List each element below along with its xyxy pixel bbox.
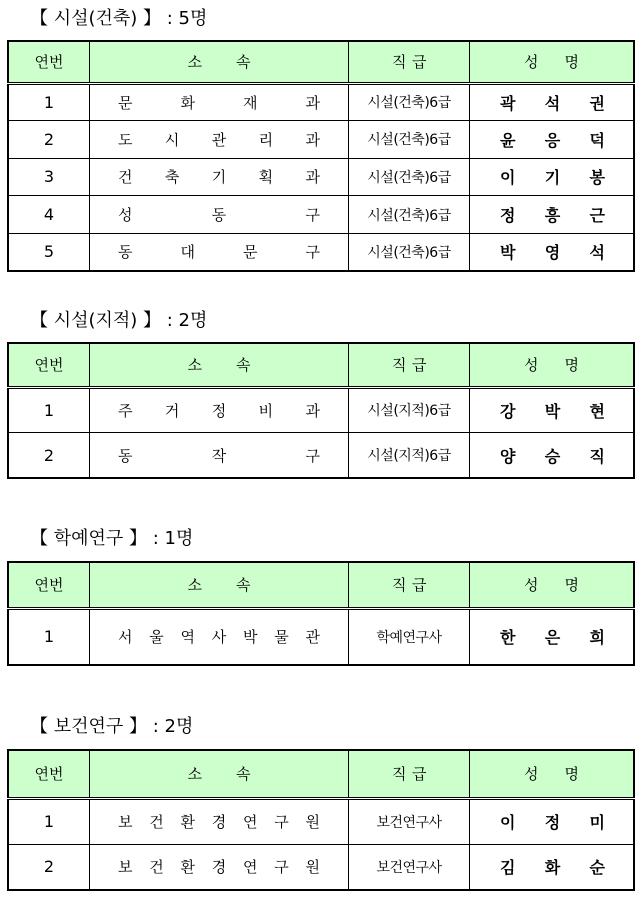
header-row — [8, 562, 634, 608]
roster-table — [7, 342, 635, 479]
cell-rank: 시설(건축)6급 — [349, 233, 470, 271]
table-row — [8, 83, 634, 121]
cell-name: 한 은 희 — [470, 608, 635, 665]
column-header-name: 성 명 — [470, 750, 635, 798]
cell-rank: 보건연구사 — [349, 844, 470, 890]
section-heading: 【 시설(건축) 】 : 5명 — [30, 8, 208, 29]
cell-dept: 동 대 문 구 — [90, 233, 349, 271]
roster-table — [7, 749, 635, 891]
table-row — [8, 121, 634, 159]
cell-no: 1 — [8, 608, 90, 665]
column-header-rank: 직 급 — [349, 343, 470, 387]
column-header-dept: 소 속 — [90, 562, 349, 608]
table-row — [8, 798, 634, 844]
cell-rank: 보건연구사 — [349, 798, 470, 844]
column-header-no: 연번 — [8, 343, 90, 387]
column-header-no: 연번 — [8, 562, 90, 608]
section-heading: 【 학예연구 】 : 1명 — [30, 528, 194, 549]
cell-rank: 시설(건축)6급 — [349, 121, 470, 159]
cell-name: 양 승 직 — [470, 433, 635, 479]
table-row — [8, 844, 634, 890]
column-header-name: 성 명 — [470, 343, 635, 387]
cell-no: 1 — [8, 798, 90, 844]
cell-dept: 보 건 환 경 연 구 원 — [90, 798, 349, 844]
cell-name: 곽 석 권 — [470, 83, 635, 121]
column-header-dept: 소 속 — [90, 343, 349, 387]
cell-name: 강 박 현 — [470, 387, 635, 433]
column-header-name: 성 명 — [470, 562, 635, 608]
header-row — [8, 750, 634, 798]
cell-dept: 성 동 구 — [90, 196, 349, 234]
table-row — [8, 433, 634, 479]
table-row — [8, 608, 634, 665]
cell-name: 정 흥 근 — [470, 196, 635, 234]
cell-no: 5 — [8, 233, 90, 271]
cell-name: 박 영 석 — [470, 233, 635, 271]
cell-rank: 시설(건축)6급 — [349, 83, 470, 121]
header-row — [8, 41, 634, 83]
cell-rank: 시설(지적)6급 — [349, 387, 470, 433]
header-row — [8, 343, 634, 387]
cell-dept: 주 거 정 비 과 — [90, 387, 349, 433]
column-header-no: 연번 — [8, 41, 90, 83]
column-header-rank: 직 급 — [349, 750, 470, 798]
cell-name: 이 정 미 — [470, 798, 635, 844]
cell-no: 2 — [8, 844, 90, 890]
cell-dept: 문 화 재 과 — [90, 83, 349, 121]
roster-table — [7, 561, 635, 666]
section-heading: 【 보건연구 】 : 2명 — [30, 716, 194, 737]
cell-dept: 보 건 환 경 연 구 원 — [90, 844, 349, 890]
roster-table — [7, 40, 635, 272]
cell-no: 2 — [8, 121, 90, 159]
cell-no: 4 — [8, 196, 90, 234]
cell-name: 김 화 순 — [470, 844, 635, 890]
column-header-dept: 소 속 — [90, 750, 349, 798]
cell-rank: 시설(건축)6급 — [349, 196, 470, 234]
column-header-rank: 직 급 — [349, 41, 470, 83]
column-header-name: 성 명 — [470, 41, 635, 83]
cell-dept: 서 울 역 사 박 물 관 — [90, 608, 349, 665]
cell-rank: 시설(건축)6급 — [349, 158, 470, 196]
cell-dept: 건 축 기 획 과 — [90, 158, 349, 196]
column-header-dept: 소 속 — [90, 41, 349, 83]
cell-no: 1 — [8, 387, 90, 433]
cell-no: 3 — [8, 158, 90, 196]
cell-rank: 학예연구사 — [349, 608, 470, 665]
cell-name: 윤 응 덕 — [470, 121, 635, 159]
column-header-no: 연번 — [8, 750, 90, 798]
table-row — [8, 233, 634, 271]
cell-rank: 시설(지적)6급 — [349, 433, 470, 479]
cell-name: 이 기 봉 — [470, 158, 635, 196]
table-row — [8, 387, 634, 433]
cell-no: 1 — [8, 83, 90, 121]
table-row — [8, 158, 634, 196]
cell-no: 2 — [8, 433, 90, 479]
cell-dept: 도 시 관 리 과 — [90, 121, 349, 159]
table-row — [8, 196, 634, 234]
section-heading: 【 시설(지적) 】 : 2명 — [30, 310, 208, 331]
cell-dept: 동 작 구 — [90, 433, 349, 479]
column-header-rank: 직 급 — [349, 562, 470, 608]
